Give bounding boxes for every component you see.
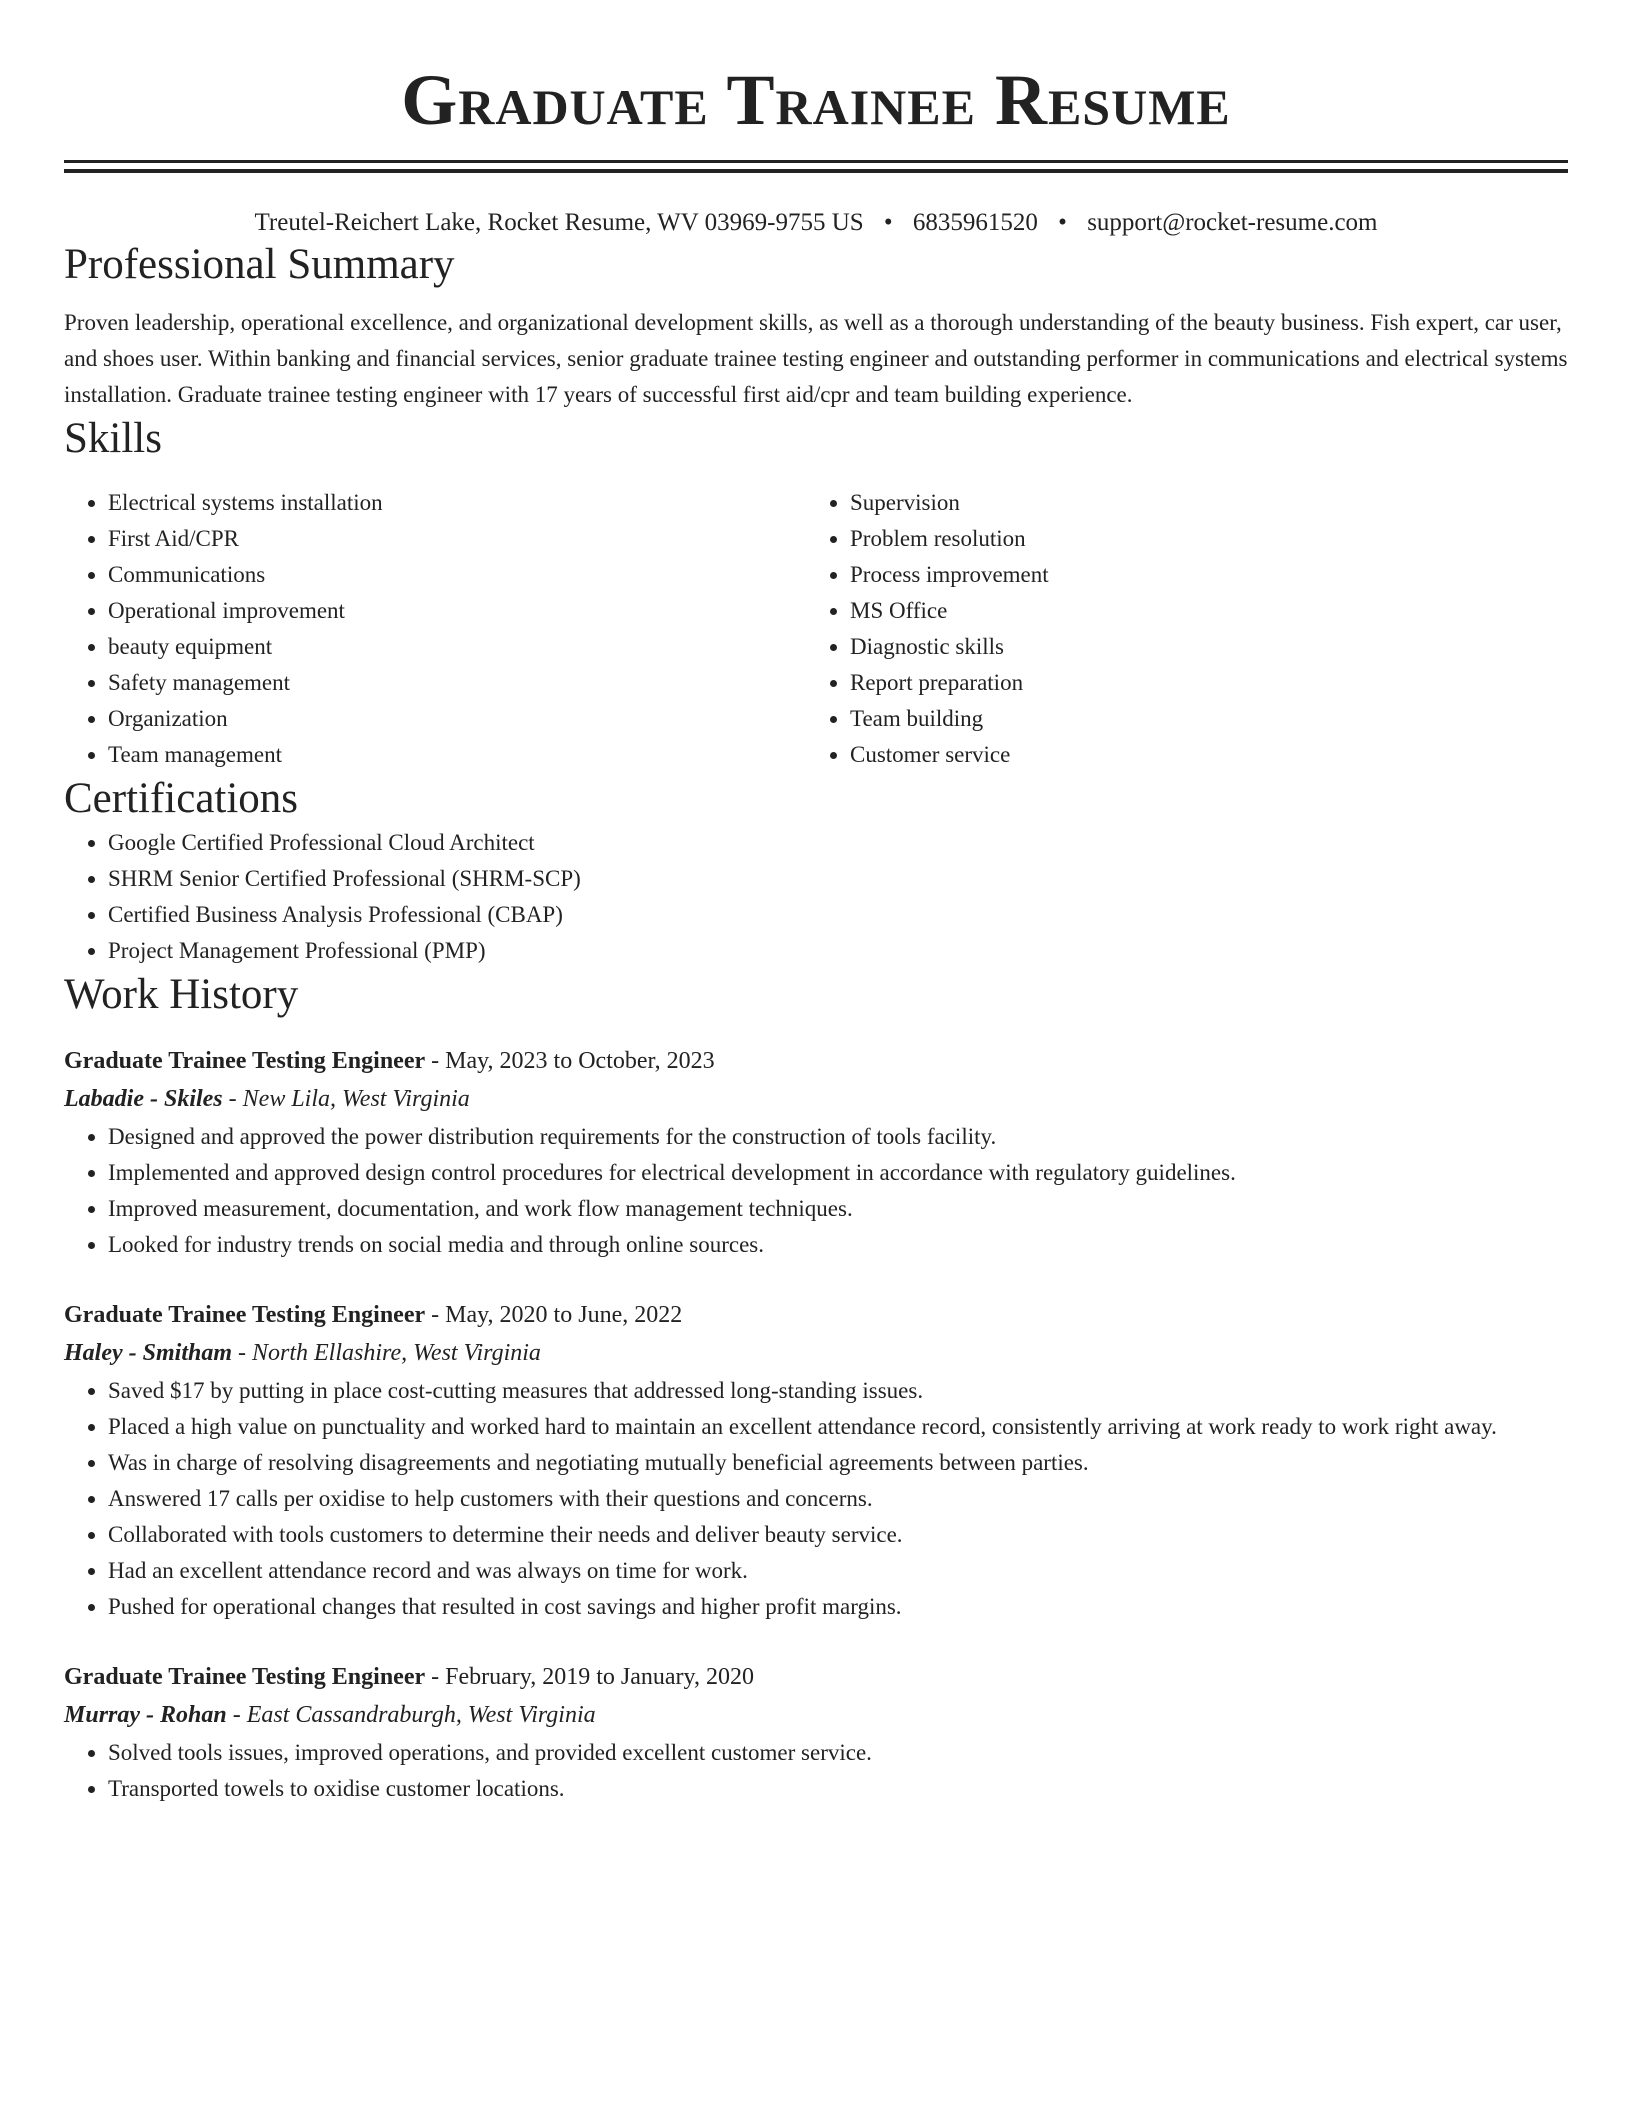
job-company: Labadie - Skiles <box>64 1086 223 1112</box>
job-company-line <box>64 1079 1568 1119</box>
job-bullets <box>64 1373 1568 1625</box>
summary-heading: Professional Summary <box>64 241 455 288</box>
skill-item: • MS Office <box>850 593 1548 629</box>
skill-item: • Safety management <box>108 665 806 701</box>
skill-item: • Electrical systems installation <box>108 485 806 521</box>
job-dates: May, 2020 to June, 2022 <box>445 1302 683 1328</box>
skill-item: • Process improvement <box>850 557 1548 593</box>
title-divider-top <box>64 160 1568 163</box>
job-bullet: • Looked for industry trends on social media and through online sources. <box>108 1227 1568 1263</box>
job-location: New Lila, West Virginia <box>242 1086 470 1112</box>
contact-separator: • <box>883 209 893 236</box>
work-history-heading: Work History <box>64 971 299 1018</box>
job-bullet: • Solved tools issues, improved operations, and provided excellent customer service. <box>108 1735 1568 1771</box>
job-company-line <box>64 1695 1568 1735</box>
job-title: Graduate Trainee Testing Engineer <box>64 1048 426 1074</box>
skill-item: • Team management <box>108 737 806 773</box>
dash-separator: - <box>222 1086 243 1112</box>
skill-item: • Problem resolution <box>850 521 1548 557</box>
skill-item: • Report preparation <box>850 665 1548 701</box>
skill-item: • beauty equipment <box>108 629 806 665</box>
job-company-line <box>64 1333 1568 1373</box>
job-company: Haley - Smitham <box>64 1340 232 1366</box>
contact-email[interactable]: support@rocket-resume.com <box>1087 209 1378 236</box>
job-title-line <box>64 1297 1568 1333</box>
certifications-heading: Certifications <box>64 775 299 822</box>
dash-separator: - <box>425 1302 446 1328</box>
certifications-list <box>64 825 1568 969</box>
job-bullet: • Designed and approved the power distribution requirements for the construction of tools facility. <box>108 1119 1568 1155</box>
job-dates: May, 2023 to October, 2023 <box>445 1048 715 1074</box>
summary-text: Proven leadership, operational excellence, and organizational development skills, as well as a thorough understanding of the beauty business. Fish expert, car user, and shoes user. Within banking and financial services, senior graduate trainee testing engineer and outstanding performer in communications and electrical systems installation. Graduate trainee testing engineer with 17 years of successful first aid/cpr and team building experience. <box>64 310 1568 407</box>
certification-item: • Google Certified Professional Cloud Architect <box>108 825 1568 861</box>
job-bullet: • Transported towels to oxidise customer locations. <box>108 1771 1568 1807</box>
skill-item: • Supervision <box>850 485 1548 521</box>
certification-item: • Certified Business Analysis Professional (CBAP) <box>108 897 1568 933</box>
certification-item: • Project Management Professional (PMP) <box>108 933 1568 969</box>
job-bullet: • Had an excellent attendance record and was always on time for work. <box>108 1553 1568 1589</box>
job-dates: February, 2019 to January, 2020 <box>445 1664 754 1690</box>
job-entry <box>64 1297 1568 1625</box>
skills-column-right <box>806 485 1548 773</box>
job-entry <box>64 1043 1568 1263</box>
job-bullet: • Saved $17 by putting in place cost-cutting measures that addressed long-standing issues. <box>108 1373 1568 1409</box>
skill-item: • Diagnostic skills <box>850 629 1548 665</box>
job-location: East Cassandraburgh, West Virginia <box>246 1702 596 1728</box>
job-title-line <box>64 1659 1568 1695</box>
job-entry <box>64 1659 1568 1807</box>
job-bullet: • Improved measurement, documentation, and work flow management techniques. <box>108 1191 1568 1227</box>
job-title: Graduate Trainee Testing Engineer <box>64 1664 426 1690</box>
skill-item: • Operational improvement <box>108 593 806 629</box>
skill-item: • First Aid/CPR <box>108 521 806 557</box>
contact-phone[interactable]: 6835961520 <box>912 209 1038 236</box>
dash-separator: - <box>232 1340 252 1366</box>
job-bullet: • Placed a high value on punctuality and worked hard to maintain an excellent attendance record, consistently arriving at work ready to work right away. <box>108 1409 1568 1445</box>
certification-item: • SHRM Senior Certified Professional (SHRM-SCP) <box>108 861 1568 897</box>
job-title-line <box>64 1043 1568 1079</box>
dash-separator: - <box>226 1702 247 1728</box>
job-bullet: • Collaborated with tools customers to determine their needs and deliver beauty service. <box>108 1517 1568 1553</box>
dash-separator: - <box>425 1048 446 1074</box>
job-location: North Ellashire, West Virginia <box>252 1340 541 1366</box>
resume-title: Graduate Trainee Resume <box>401 60 1231 140</box>
skill-item: • Customer service <box>850 737 1548 773</box>
job-bullet: • Pushed for operational changes that resulted in cost savings and higher profit margins. <box>108 1589 1568 1625</box>
title-divider-bottom <box>64 169 1568 173</box>
skills-column-left <box>64 485 806 773</box>
contact-separator: • <box>1058 209 1067 236</box>
job-bullet: • Was in charge of resolving disagreements and negotiating mutually beneficial agreements between parties. <box>108 1445 1568 1481</box>
contact-line <box>64 207 1568 239</box>
job-bullet: • Answered 17 calls per oxidise to help customers with their questions and concerns. <box>108 1481 1568 1517</box>
job-bullets <box>64 1119 1568 1263</box>
skills-list <box>64 485 1568 773</box>
job-company: Murray - Rohan <box>64 1702 227 1728</box>
skill-item: • Communications <box>108 557 806 593</box>
job-title: Graduate Trainee Testing Engineer <box>64 1302 426 1328</box>
dash-separator: - <box>425 1664 446 1690</box>
skills-heading: Skills <box>64 415 162 462</box>
job-bullets <box>64 1735 1568 1807</box>
contact-address: Treutel-Reichert Lake, Rocket Resume, WV 03969-9755 US <box>254 209 864 236</box>
job-bullet: • Implemented and approved design control procedures for electrical development in accordance with regulatory guidelines. <box>108 1155 1568 1191</box>
skill-item: • Organization <box>108 701 806 737</box>
skill-item: • Team building <box>850 701 1548 737</box>
